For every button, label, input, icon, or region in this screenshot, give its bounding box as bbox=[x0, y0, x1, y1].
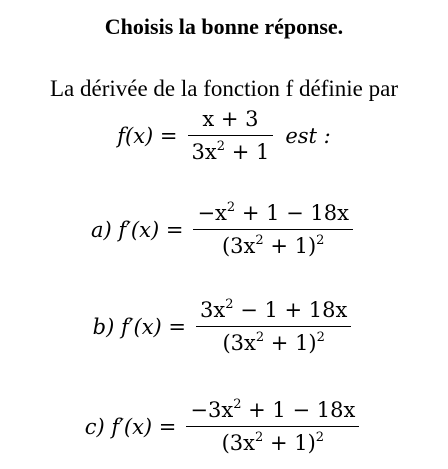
numerator-rest: + 1 − 18x bbox=[235, 201, 349, 225]
option-fraction bbox=[186, 395, 359, 458]
exponent: 2 bbox=[315, 430, 325, 445]
fraction-bar bbox=[188, 135, 274, 136]
fraction-denominator bbox=[188, 137, 274, 167]
fraction-bar bbox=[186, 426, 359, 427]
numerator-term: 3x bbox=[200, 298, 226, 322]
option-fraction bbox=[196, 295, 351, 358]
exponent: 2 bbox=[226, 200, 236, 215]
fraction-numerator bbox=[193, 198, 353, 228]
exponent: 2 bbox=[225, 297, 234, 312]
exponent: 2 bbox=[255, 233, 264, 248]
exponent: 2 bbox=[233, 397, 242, 412]
question-intro: La dérivée de la fonction f définie par bbox=[49, 76, 399, 101]
fraction-numerator bbox=[186, 395, 359, 425]
exponent: 2 bbox=[316, 233, 325, 248]
denominator-rest: + 1 bbox=[225, 140, 270, 164]
option-label: a) f′(x) = bbox=[91, 217, 184, 242]
numerator-rest: + 1 − 18x bbox=[241, 398, 356, 422]
function-definition bbox=[0, 104, 448, 167]
numerator-term: −3x bbox=[190, 398, 234, 422]
numerator-rest: − 1 + 18x bbox=[233, 298, 348, 322]
fraction-denominator bbox=[218, 231, 328, 261]
option-label: b) f′(x) = bbox=[92, 314, 187, 339]
numerator-term: −x bbox=[197, 201, 227, 225]
exponent: 2 bbox=[255, 330, 265, 345]
fraction-numerator bbox=[198, 104, 262, 134]
denominator-rest: + 1) bbox=[263, 234, 317, 258]
fraction-denominator bbox=[218, 328, 328, 358]
option-label: c) f′(x) = bbox=[84, 414, 177, 439]
answer-option-a[interactable] bbox=[0, 198, 448, 261]
option-fraction bbox=[193, 198, 353, 261]
function-definition-tail: est : bbox=[285, 123, 331, 148]
fraction-bar bbox=[196, 326, 351, 327]
denominator-rest: + 1) bbox=[264, 331, 317, 355]
numerator-text: x + 3 bbox=[202, 107, 259, 131]
answer-option-c[interactable] bbox=[0, 395, 448, 458]
denominator-term: (3x bbox=[221, 431, 255, 455]
denominator-rest: + 1) bbox=[263, 431, 316, 455]
exponent: 2 bbox=[316, 330, 325, 345]
fraction-bar bbox=[193, 229, 353, 230]
denominator-term: (3x bbox=[221, 234, 256, 258]
denominator-term: 3x bbox=[191, 140, 217, 164]
function-definition-fraction bbox=[188, 104, 274, 167]
function-definition-lhs: f(x) = bbox=[117, 123, 178, 148]
fraction-numerator bbox=[196, 295, 351, 325]
fraction-denominator bbox=[218, 428, 328, 458]
denominator-term: (3x bbox=[222, 331, 256, 355]
question-heading: Choisis la bonne réponse. bbox=[104, 14, 344, 39]
answer-option-b[interactable] bbox=[0, 295, 448, 358]
exponent: 2 bbox=[255, 430, 264, 445]
exponent: 2 bbox=[216, 139, 226, 154]
